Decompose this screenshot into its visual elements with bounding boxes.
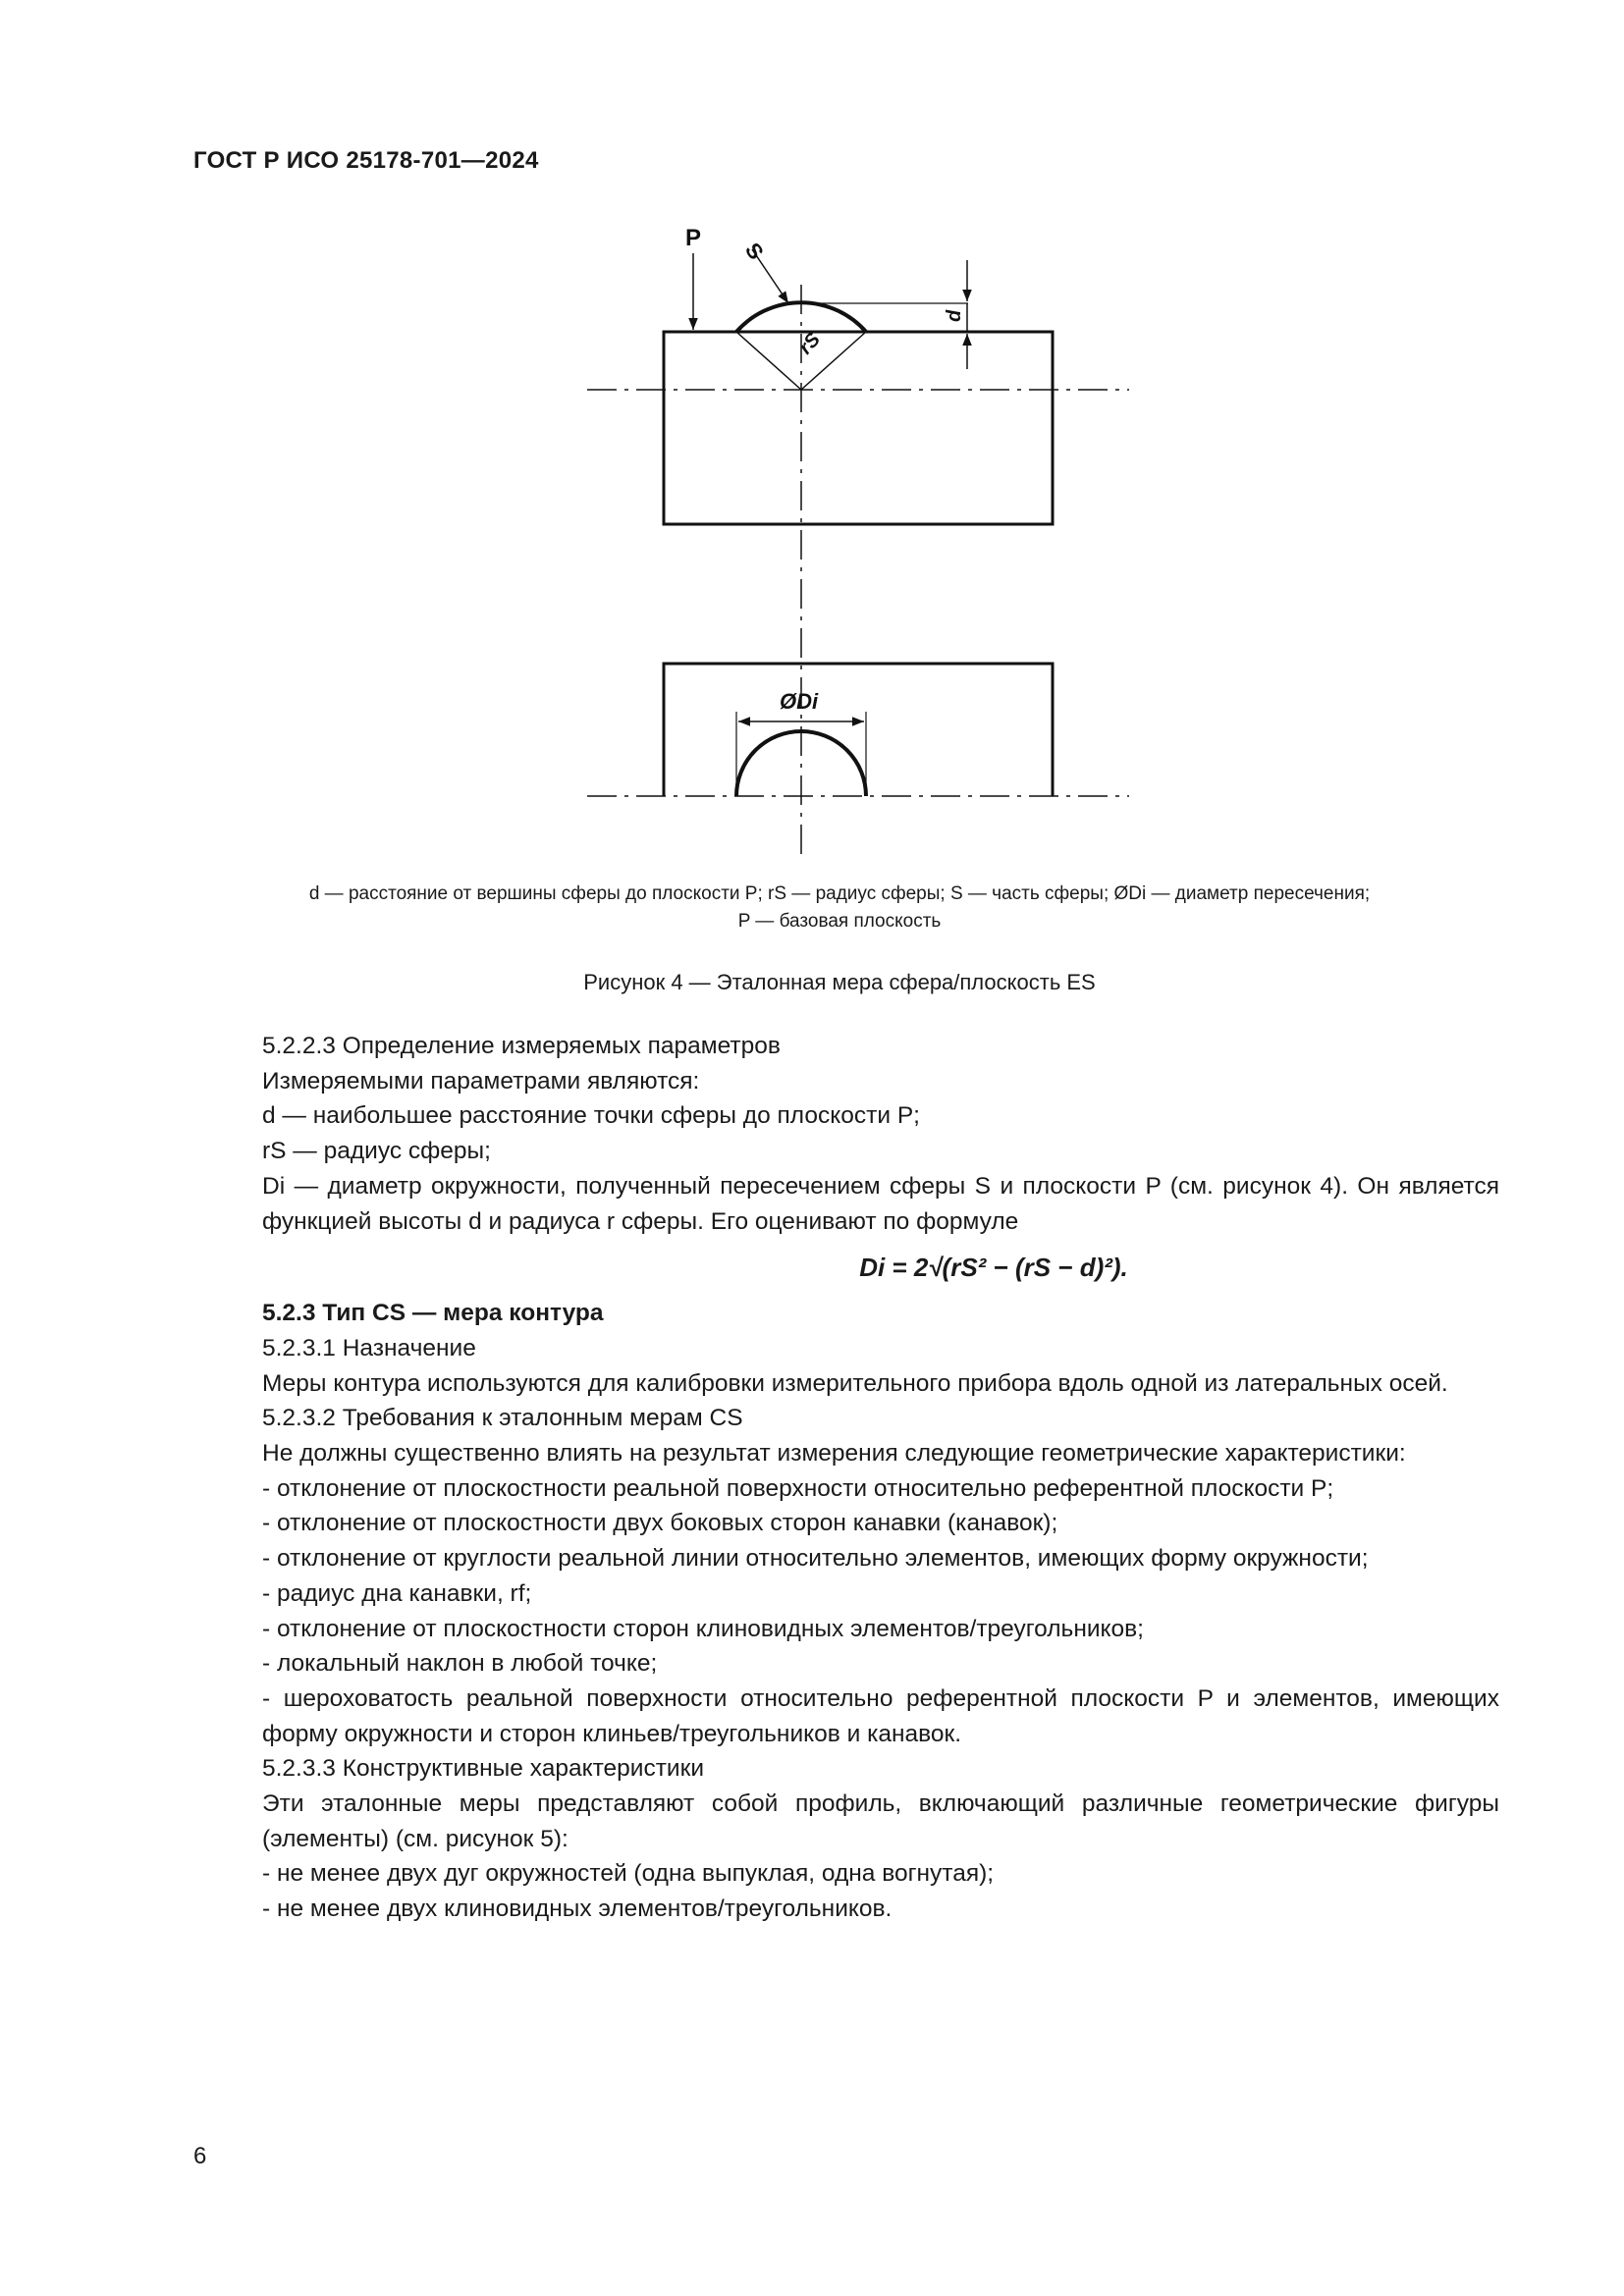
- document-header: ГОСТ Р ИСО 25178-701—2024: [193, 147, 539, 174]
- section-5232-text: Не должны существенно влиять на результат измерения следующие геометрические характеристики:: [262, 1440, 1406, 1468]
- section-5223-intro: Измеряемыми параметрами являются:: [262, 1067, 700, 1095]
- legend-line-2: P — базовая плоскость: [737, 911, 942, 932]
- section-5233-title: 5.2.3.3 Конструктивные характеристики: [262, 1755, 705, 1783]
- figure-4-drawing: [550, 206, 1139, 874]
- list-item: - шероховатость реальной поверхности относительно референтной плоскости P и элементов, имеющих форму окружности и сторон клиньев/треугольников и канавок.: [262, 1684, 1499, 1747]
- list-item: - локальный наклон в любой точке;: [262, 1650, 658, 1678]
- param-rs: rS — радиус сферы;: [262, 1138, 491, 1165]
- list-item: - радиус дна канавки, rf;: [262, 1579, 532, 1607]
- body-text: [193, 1029, 1499, 1927]
- param-di: Di — диаметр окружности, полученный пересечением сферы S и плоскости P (см. рисунок 4). Он является функцией высоты d и радиуса r сферы. Его оценивают по формуле: [262, 1172, 1499, 1235]
- label-s: S: [739, 238, 769, 264]
- label-d: d: [944, 309, 965, 322]
- radius-line-left: [736, 332, 801, 390]
- lower-block: [664, 664, 1053, 796]
- section-5231-title: 5.2.3.1 Назначение: [262, 1334, 476, 1362]
- section-5223-title: 5.2.2.3 Определение измеряемых параметров: [262, 1033, 781, 1059]
- figure-caption: Рисунок 4 — Эталонная мера сфера/плоскость ES: [583, 970, 1096, 994]
- legend-line-1: d — расстояние от вершины сферы до плоскости P; rS — радиус сферы; S — часть сферы; ØDi — диаметр пересечения;: [308, 883, 1371, 904]
- section-5232-title: 5.2.3.2 Требования к эталонным мерам CS: [262, 1405, 743, 1432]
- label-rs: rS: [794, 328, 825, 359]
- list-item: - отклонение от плоскостности двух боковых сторон канавки (канавок);: [262, 1510, 1058, 1537]
- list-item: - не менее двух дуг окружностей (одна выпуклая, одна вогнутая);: [262, 1860, 995, 1888]
- list-item: - отклонение от плоскостности реальной поверхности относительно референтной плоскости P;: [262, 1474, 1334, 1502]
- page-number: 6: [193, 2143, 207, 2169]
- list-item: - отклонение от плоскостности сторон клиновидных элементов/треугольников;: [262, 1615, 1144, 1642]
- list-item: - отклонение от круглости реальной линии относительно элементов, имеющих форму окружности;: [262, 1545, 1369, 1573]
- list-item: - не менее двух клиновидных элементов/треугольников.: [262, 1896, 893, 1923]
- formula: Di = 2√(rS² − (rS − d)²).: [859, 1253, 1128, 1283]
- section-5233-text: Эти эталонные меры представляют собой профиль, включающий различные геометрические фигуры (элементы) (см. рисунок 5):: [262, 1790, 1499, 1852]
- param-d: d — наибольшее расстояние точки сферы до плоскости P;: [262, 1102, 920, 1130]
- section-523-title: 5.2.3 Тип CS — мера контура: [262, 1300, 604, 1327]
- upper-block: [664, 332, 1053, 524]
- label-p: P: [685, 225, 702, 251]
- section-5231-text: Меры контура используются для калибровки измерительного прибора вдоль одной из латеральных осей.: [262, 1369, 1448, 1397]
- label-diameter: ØDi: [780, 689, 819, 714]
- figure-legend: [196, 881, 1483, 935]
